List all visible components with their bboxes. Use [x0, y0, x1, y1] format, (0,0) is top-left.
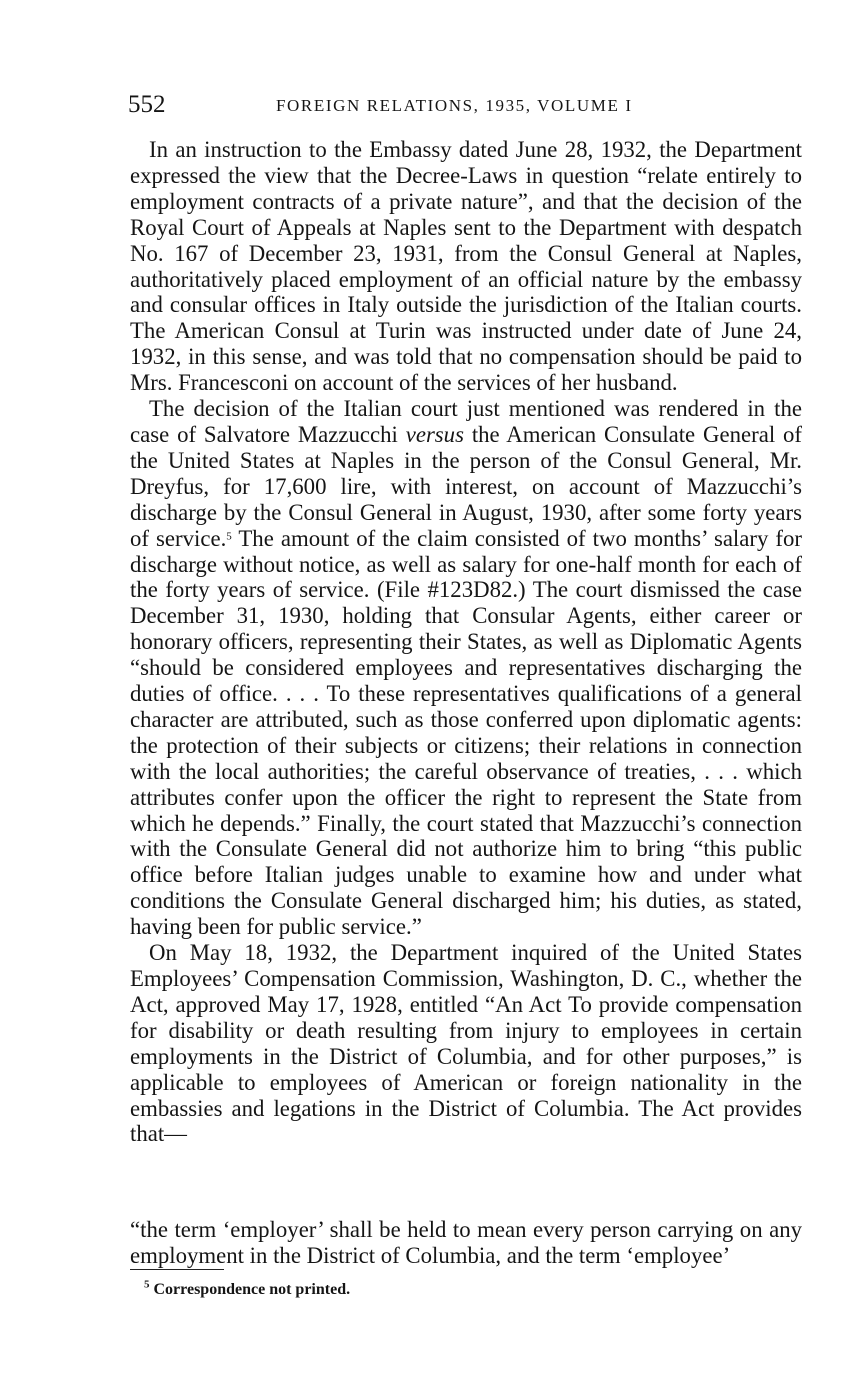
page-number: 552 — [128, 91, 166, 118]
quote-text: “the term ‘employer’ shall be held to mean every person carrying on any employment in the District of Columbia, and the term ‘employee’ — [130, 1217, 802, 1268]
footnote — [144, 1277, 350, 1303]
paragraph: In an instruction to the Embassy dated June 28, 1932, the Department expressed the view that the Decree-Laws in question “relate entirely to employment contracts of a private nature”, and that the decision of the Royal Court of Appeals at Naples sent to the Department with despatch No. 167 of December 23, 1931, from the Consul General at Naples, authoritatively placed employment of an official nature by the embassy and consular offices in Italy outside the jurisdiction of the Italian courts. The American Consul at Turin was instructed under date of June 24, 1932, in this sense, and was told that no compensation should be paid to Mrs. Francesconi on account of the services of her husband. — [130, 137, 802, 396]
block-quote — [130, 1217, 802, 1269]
footnote-reference: 5 — [226, 530, 232, 542]
footnote-mark: 5 — [144, 1278, 150, 1291]
paragraph: On May 18, 1932, the Department inquired of the United States Employees’ Compensation Commission, Washington, D. C., whether the Act, approved May 17, 1928, entitled “An Act To provide compensation for disability or death resulting from injury to employees in certain employments in the District of Columbia, and for other purposes,” is applicable to employees of American or foreign nationality in the embassies and legations in the District of Columbia. The Act provides that— — [130, 940, 802, 1147]
footnote-divider — [130, 1269, 224, 1270]
page-header — [128, 88, 808, 122]
running-title: FOREIGN RELATIONS, 1935, VOLUME I — [276, 96, 633, 115]
body-text — [130, 137, 802, 1147]
italic-term: versus — [405, 421, 464, 447]
footnote-text: Correspondence not printed. — [149, 1281, 351, 1298]
paragraph: The decision of the Italian court just mentioned was rendered in the case of Salvatore Mazzucchi versus the American Consulate General of the United States at Naples in the person of the Consul General, Mr. Dreyfus, for 17,600 lire, with interest, on account of Mazzucchi’s discharge by the Consul General in August, 1930, after some forty years of service.$^5$ The amount of the claim consisted of two months’ salary for discharge without notice, as well as salary for one-half month for each of the forty years of service. (File #123D82.) The court dismissed the case December 31, 1930, holding that Consular Agents, either career or honorary officers, representing their States, as well as Diplomatic Agents “should be considered employees and representatives discharging the duties of office. . . . To these representatives qualifications of a general character are attributed, such as those conferred upon diplomatic agents: the protection of their subjects or citizens; their relations in connection with the local authorities; the careful observance of treaties, . . . which attributes confer upon the officer the right to represent the State from which he depends.” Finally, the court stated that Mazzucchi’s connection with the Consulate General did not authorize him to bring “this public office before Italian judges unable to examine how and under what conditions the Consulate General discharged him; his duties, as stated, having been for public service.” — [130, 396, 802, 940]
